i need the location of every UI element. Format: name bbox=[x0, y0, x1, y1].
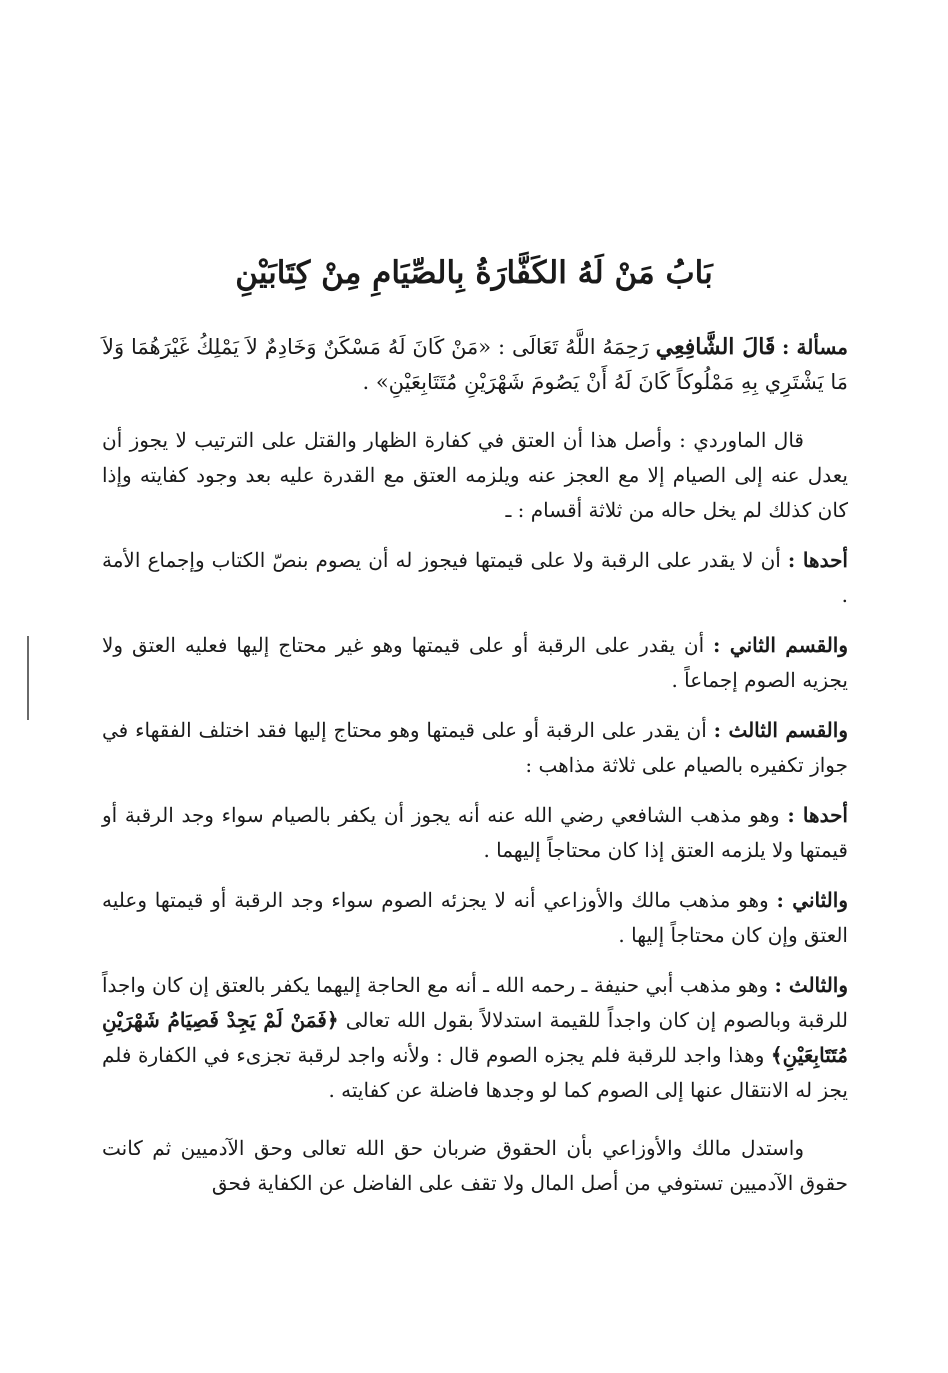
third-text-before: وهو مذهب أبي حنيفة ـ رحمه الله ـ أنه مع الحاجة إليهما يكفر بالعتق إن كان واجداً للرقبة وبالصوم إن كان واجداً للقيمة استدلالاً بقول الله تعالى bbox=[102, 973, 849, 1032]
masala-speaker: قَالَ الشَّافِعِي bbox=[655, 334, 776, 360]
section-paragraph bbox=[102, 798, 848, 868]
section-label: والثاني : bbox=[776, 888, 848, 912]
section-label: والقسم الثاني : bbox=[713, 633, 849, 657]
quran-verse: ﴿فَمَنْ لَمْ يَجِدْ فَصِيَامُ شَهْرَيْنِ مُتَتَابِعَيْنِ﴾ bbox=[102, 1008, 848, 1067]
document-body bbox=[102, 330, 848, 1201]
chapter-title: بَابُ مَنْ لَهُ الكَفَّارَةُ بِالصِّيَامِ مِنْ كِتَابَيْنِ bbox=[235, 254, 713, 291]
section-label: والقسم الثالث : bbox=[713, 718, 848, 742]
section-label: أحدها : bbox=[787, 803, 848, 827]
section-paragraph bbox=[102, 713, 848, 783]
closing-paragraph: واستدل مالك والأوزاعي بأن الحقوق ضربان حق الله تعالى وحق الآدميين ثم كانت حقوق الآدميين تستوفي من أصل المال ولا تقف على الفاضل عن الكفاية فحق bbox=[102, 1136, 848, 1195]
section-label: أحدها : bbox=[787, 548, 848, 572]
margin-rule bbox=[27, 636, 29, 720]
section-paragraph bbox=[102, 628, 848, 698]
section-text: أن لا يقدر على الرقبة ولا على قيمتها فيجوز له أن يصوم بنصّ الكتاب وإجماع الأمة . bbox=[102, 548, 848, 607]
third-opinion-paragraph bbox=[102, 968, 848, 1108]
intro-paragraph: قال الماوردي : وأصل هذا أن العتق في كفارة الظهار والقتل على الترتيب لا يجوز أن يعدل عنه إلى الصيام إلا مع العجز عنه ويلزمه العتق مع القدرة عليه بعد وجود كفايته وإذا كان كذلك لم يخل حاله من ثلاثة أقسام : ـ bbox=[102, 428, 848, 522]
section-paragraph bbox=[102, 543, 848, 613]
section-text: وهو مذهب مالك والأوزاعي أنه لا يجزئه الصوم سواء وجد الرقبة أو قيمتها وعليه العتق وإن كان محتاجاً إليها . bbox=[102, 888, 848, 947]
section-text: أن يقدر على الرقبة أو على قيمتها وهو محتاج إليها فقد اختلف الفقهاء في جواز تكفيره بالصيام على ثلاثة مذاهب : bbox=[102, 718, 848, 777]
third-label: والثالث : bbox=[774, 973, 848, 997]
third-text-after: وهذا واجد للرقبة فلم يجزه الصوم قال : ولأنه واجد لرقبة تجزىء في الكفارة فلم يجز له الانتقال عنها إلى الصوم كما لو وجدها فاضلة عن كفايته . bbox=[102, 1043, 848, 1102]
section-text: وهو مذهب الشافعي رضي الله عنه أنه يجوز أن يكفر بالصيام سواء وجد الرقبة أو قيمتها ولا يلزمه العتق إذا كان محتاجاً إليهما . bbox=[102, 803, 848, 862]
section-text: أن يقدر على الرقبة أو على قيمتها وهو غير محتاج إليها فعليه العتق ولا يجزيه الصوم إجماعاً . bbox=[102, 633, 848, 692]
masala-paragraph bbox=[102, 330, 848, 400]
masala-text: رَحِمَهُ اللَّهُ تَعَالَى : «مَنْ كَانَ لَهُ مَسْكَنٌ وَخَادِمٌ لاَ يَمْلِكُ غَيْرَهُمَا وَلاَ مَا يَشْتَرِي بِهِ مَمْلُوكاً كَانَ لَهُ أَنْ يَصُومَ شَهْرَيْنِ مُتَتَابِعَيْنِ» . bbox=[102, 335, 848, 394]
section-paragraph bbox=[102, 883, 848, 953]
masala-label: مسألة : bbox=[782, 335, 848, 359]
